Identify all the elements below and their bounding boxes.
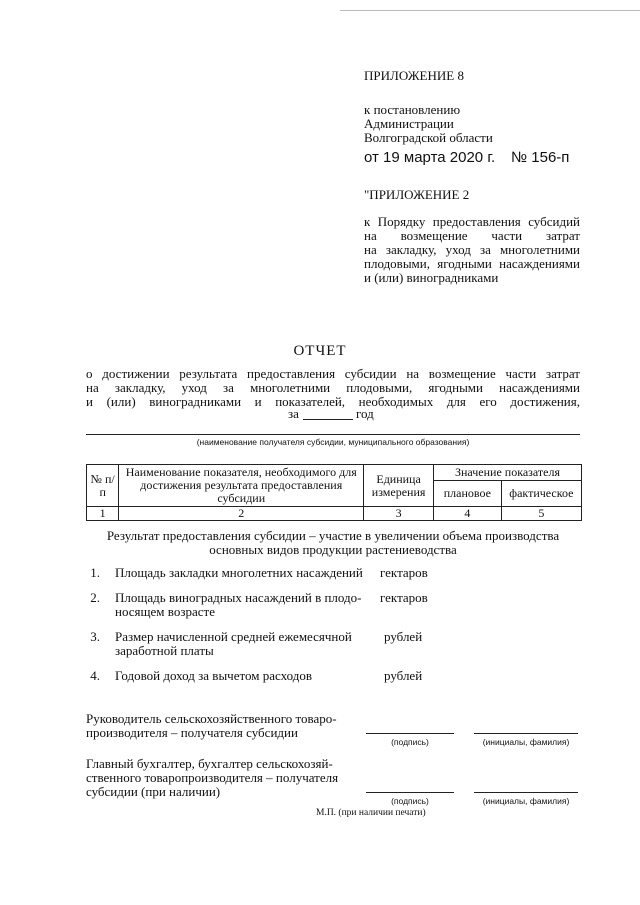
- header-num: № п/п: [87, 465, 119, 507]
- head-initials-line: [474, 733, 578, 734]
- header-planned: плановое: [434, 481, 502, 507]
- result-line-2: основных видов продукции растениеводства: [209, 542, 457, 557]
- report-intro-line-3: и (или) виноградниками и показателей, необходимых для его достижения,: [86, 394, 580, 409]
- decree-line-1: к постановлению: [364, 102, 461, 117]
- year-prefix: за: [288, 406, 299, 421]
- report-title: ОТЧЕТ: [293, 343, 347, 359]
- inner-appendix-title: "ПРИЛОЖЕНИЕ 2: [364, 187, 470, 202]
- column-number: 3: [364, 507, 434, 521]
- decree-date: от 19 марта 2020 г.: [364, 149, 496, 166]
- recipient-caption: (наименование получателя субсидии, муниципального образования): [196, 437, 470, 447]
- header-name: Наименование показателя, необходимого для достижения результата предоставления субсидии: [119, 465, 364, 507]
- order-line-5: и (или) виноградниками: [364, 270, 499, 285]
- indicator-name: Площадь виноградных насаждений в плодо-: [115, 590, 362, 605]
- accountant-signature-caption: (подпись): [391, 796, 429, 806]
- indicator-unit: гектаров: [380, 565, 428, 580]
- head-signature-caption: (подпись): [391, 737, 429, 747]
- indicator-unit: рублей: [384, 629, 423, 644]
- accountant-line-1: Главный бухгалтер, бухгалтер сельскохозяй-: [86, 756, 333, 771]
- head-initials-caption: (инициалы, фамилия): [482, 737, 570, 747]
- accountant-initials-line: [474, 792, 578, 793]
- indicator-name: Размер начисленной средней ежемесячной: [115, 629, 352, 644]
- indicator-name: Площадь закладки многолетних насаждений: [115, 565, 363, 580]
- top-rule: [340, 10, 640, 11]
- head-signatory-line-1: Руководитель сельскохозяйственного товаро-: [86, 711, 337, 726]
- seal-note: М.П. (при наличии печати): [316, 808, 426, 818]
- order-line-4: плодовыми, ягодными насаждениями: [364, 256, 580, 271]
- appendix-title: ПРИЛОЖЕНИЕ 8: [364, 68, 464, 83]
- recipient-line: [86, 434, 580, 435]
- result-line-1: Результат предоставления субсидии – участие в увеличении объема производства: [106, 528, 560, 543]
- head-signature-line: [366, 733, 454, 734]
- indicator-unit: гектаров: [380, 590, 428, 605]
- accountant-line-3: субсидии (при наличии): [86, 784, 221, 799]
- order-line-1: к Порядку предоставления субсидий: [364, 214, 580, 229]
- indicator-name: заработной платы: [115, 643, 214, 658]
- accountant-initials-caption: (инициалы, фамилия): [482, 796, 570, 806]
- decree-line-2: Администрации: [364, 116, 454, 131]
- indicator-name: носящем возрасте: [115, 604, 215, 619]
- column-number: 4: [434, 507, 502, 521]
- indicator-unit: рублей: [384, 668, 423, 683]
- order-line-3: на закладку, уход за многолетними: [364, 242, 580, 257]
- indicator-number: 2.: [90, 590, 100, 605]
- decree-line-3: Волгоградской области: [364, 130, 493, 145]
- year-blank: [303, 419, 353, 420]
- report-intro-line-2: на закладку, уход за многолетними плодовыми, ягодными насаждениями: [86, 380, 580, 395]
- accountant-signature-line: [366, 792, 454, 793]
- decree-number: № 156-п: [511, 149, 570, 166]
- header-actual: фактическое: [501, 481, 581, 507]
- header-value-group: Значение показателя: [434, 465, 582, 481]
- indicator-number: 1.: [90, 565, 100, 580]
- year-suffix: год: [356, 406, 374, 421]
- report-intro-line-1: о достижении результата предоставления субсидии на возмещение части затрат: [86, 366, 580, 381]
- column-number: 2: [119, 507, 364, 521]
- header-unit: Единица измерения: [364, 465, 434, 507]
- indicator-number: 3.: [90, 629, 100, 644]
- accountant-line-2: ственного товаропроизводителя – получателя: [86, 770, 339, 785]
- column-number: 5: [501, 507, 581, 521]
- indicator-number: 4.: [90, 668, 100, 683]
- column-number: 1: [87, 507, 119, 521]
- order-line-2: на возмещение части затрат: [364, 228, 580, 243]
- head-signatory-line-2: производителя – получателя субсидии: [86, 725, 298, 740]
- indicator-name: Годовой доход за вычетом расходов: [115, 668, 312, 683]
- indicator-table: [86, 464, 582, 521]
